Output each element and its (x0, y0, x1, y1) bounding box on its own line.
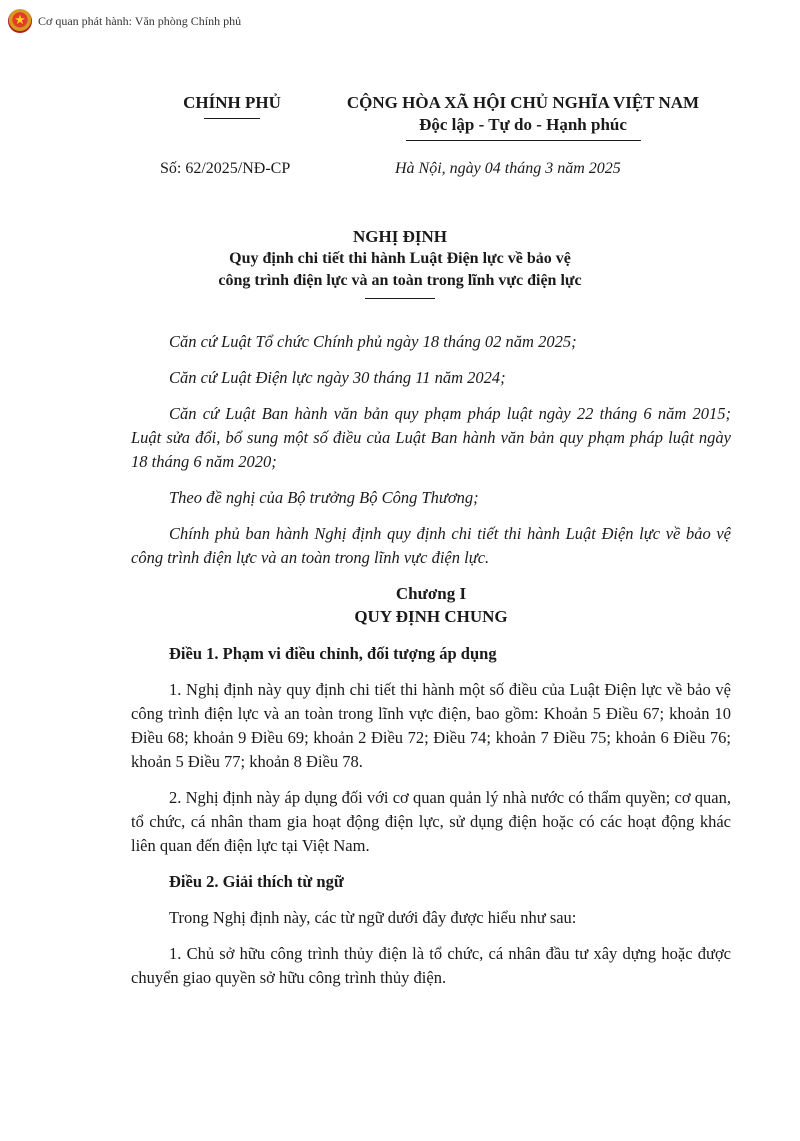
document-title-block (100, 226, 700, 299)
article-2-intro: Trong Nghị định này, các từ ngữ dưới đây được hiểu như sau: (169, 908, 577, 927)
preamble-paragraph: Căn cứ Luật Ban hành văn bản quy phạm pháp luật ngày 22 tháng 6 năm 2015; Luật sửa đổi, bổ sung một số điều của Luật Ban hành văn bản quy phạm pháp luật ngày 18 tháng 6 năm 2020; (131, 404, 731, 471)
issuing-agency-block (152, 92, 312, 119)
document-subject-line-1: Quy định chi tiết thi hành Luật Điện lực về bảo vệ (229, 250, 571, 267)
chapter-number: Chương I (395, 584, 467, 603)
article-2-heading: Điều 2. Giải thích từ ngữ (169, 872, 344, 891)
national-title: CỘNG HÒA XÃ HỘI CHỦ NGHĨA VIỆT NAM (346, 93, 700, 112)
preamble-paragraph: Căn cứ Luật Tổ chức Chính phủ ngày 18 tháng 02 năm 2025; (169, 332, 577, 351)
national-motto: Độc lập - Tự do - Hạnh phúc (419, 115, 627, 134)
place-and-date: Hà Nội, ngày 04 tháng 3 năm 2025 (395, 160, 621, 177)
chapter-heading (131, 582, 731, 628)
document-subject-line-2: công trình điện lực và an toàn trong lĩnh vực điện lực (218, 272, 582, 289)
chapter-name: QUY ĐỊNH CHUNG (354, 607, 508, 626)
agency-underline (204, 118, 260, 119)
preamble-paragraph: Theo đề nghị của Bộ trưởng Bộ Công Thương; (169, 488, 479, 507)
title-underline (365, 298, 435, 299)
article-2-clause-1: 1. Chủ sở hữu công trình thủy điện là tổ chức, cá nhân đầu tư xây dựng hoặc được chuyển giao quyền sở hữu công trình thủy điện. (131, 944, 731, 987)
article-1-clause-1: 1. Nghị định này quy định chi tiết thi hành một số điều của Luật Điện lực về bảo vệ công trình điện lực và an toàn trong lĩnh vực điện, bao gồm: Khoản 5 Điều 67; khoản 10 Điều 68; khoản 9 Điều 69; khoản 2 Điều 72; Điều 74; khoản 7 Điều 75; khoản 6 Điều 76; khoản 5 Điều 77; khoản 8 Điều 78. (131, 680, 731, 771)
publisher-bar (8, 8, 241, 34)
issuing-agency: CHÍNH PHỦ (183, 93, 281, 112)
national-title-block (318, 92, 728, 141)
article-1-clause-2: 2. Nghị định này áp dụng đối với cơ quan quản lý nhà nước có thẩm quyền; cơ quan, tổ chức, cá nhân tham gia hoạt động điện lực, sử dụng điện hoặc có các hoạt động khác liên quan đến điện lực tại Việt Nam. (131, 788, 731, 855)
national-emblem-icon (8, 9, 32, 33)
document-body (131, 330, 731, 1002)
document-type: NGHỊ ĐỊNH (353, 227, 447, 246)
article-1-heading: Điều 1. Phạm vi điều chỉnh, đối tượng áp dụng (169, 644, 497, 663)
preamble-paragraph: Căn cứ Luật Điện lực ngày 30 tháng 11 năm 2024; (169, 368, 506, 387)
motto-underline (406, 140, 641, 141)
document-number: Số: 62/2025/NĐ-CP (160, 160, 291, 177)
publisher-label: Cơ quan phát hành: Văn phòng Chính phủ (38, 13, 242, 28)
preamble-paragraph: Chính phủ ban hành Nghị định quy định chi tiết thi hành Luật Điện lực về bảo vệ công trình điện lực và an toàn trong lĩnh vực điện lực. (131, 524, 731, 567)
